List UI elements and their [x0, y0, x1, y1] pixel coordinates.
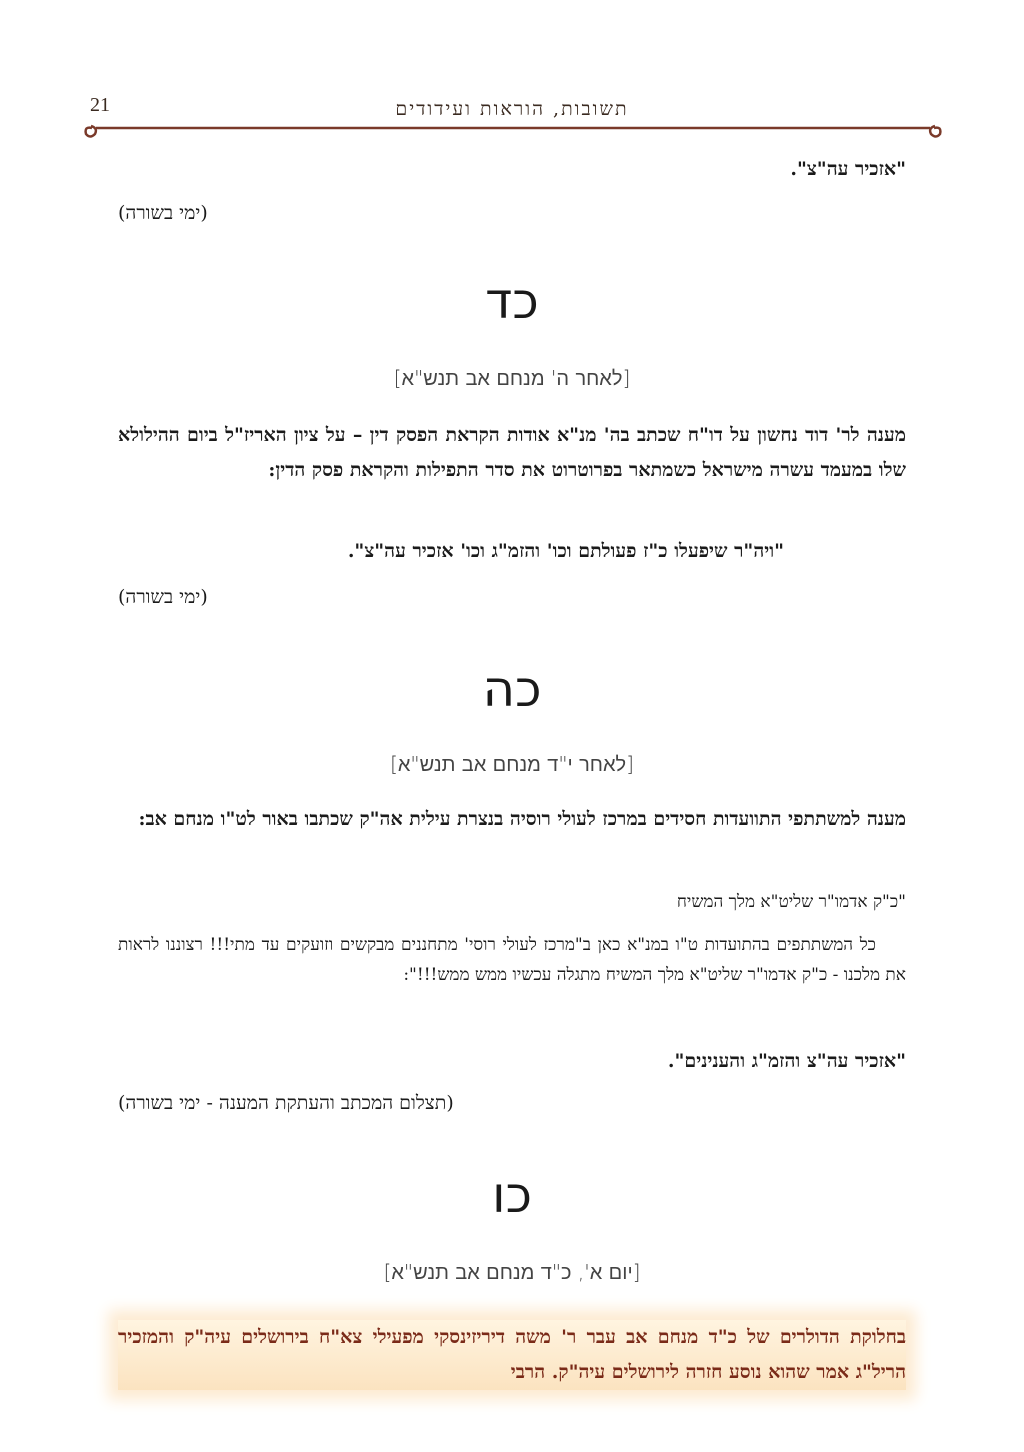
- header-ornamental-rule: [78, 118, 948, 140]
- section-intro-kd: מענה לר' דוד נחשון על דו"ח שכתב בה' מנ"א אודות הקראת הפסק דין – על ציון האריז"ל ביום ההילולא שלו במעמד עשרה מישראל כשמתאר בפרוטרוט את סדר התפילות והקראת פסק הדין:: [118, 424, 906, 481]
- letter-body-kh: כל המשתתפים בהתועדות ט"ו במנ"א כאן ב"מרכז לעולי רוסי' מתחננים מבקשים וזועקים עד מתי!!! רצוננו לראות את מלכנו - כ"ק אדמו"ר שליט"א מלך המשיח מתגלה עכשיו ממש ממש!!!":: [118, 935, 906, 985]
- section-date-kd: [לאחר ה' מנחם אב תנש"א]: [393, 366, 631, 390]
- quote-kd: "ויה"ר שיפעלו כ"ז פעולתם וכו' והזמ"ג וכו' אזכיר עה"צ".: [347, 540, 784, 562]
- section-heading-kv: כו: [491, 1166, 533, 1224]
- running-header-title: תשובות, הוראות ועידודים: [395, 98, 629, 120]
- section-date-kh: [לאחר י"ד מנחם אב תנש"א]: [390, 752, 634, 776]
- section-heading-kh: כה: [482, 660, 542, 718]
- page-number: 21: [90, 94, 110, 116]
- reply-kh: "אזכיר עה"צ והזמ"ג והענינים".: [667, 1050, 906, 1072]
- section-intro-kv-highlighted: בחלוקת הדולרים של כ"ד מנחם אב עבר ר' משה דיריזינסקי מפעילי צא"ח בירושלים עיה"ק והמזכיר הריל"ג אמר שהוא נוסע חזרה לירושלים עיה"ק. הרבי: [118, 1320, 906, 1390]
- source-citation: (ימי בשורה): [118, 202, 208, 224]
- section-date-kv: [יום א', כ"ד מנחם אב תנש"א]: [383, 1260, 641, 1284]
- section-heading-kd: כד: [485, 272, 539, 330]
- letter-greeting-kh: "כ"ק אדמו"ר שליט"א מלך המשיח: [676, 892, 906, 912]
- section-intro-kh: מענה למשתתפי התוועדות חסידים במרכז לעולי רוסיה בנצרת עילית אה"ק שכתבו באור לט"ו מנחם אב:: [138, 808, 906, 830]
- source-citation-kd: (ימי בשורה): [118, 586, 208, 608]
- quote-closing: "אזכיר עה"צ".: [790, 158, 906, 180]
- source-citation-kh: (תצלום המכתב והעתקת המענה - ימי בשורה): [118, 1092, 454, 1114]
